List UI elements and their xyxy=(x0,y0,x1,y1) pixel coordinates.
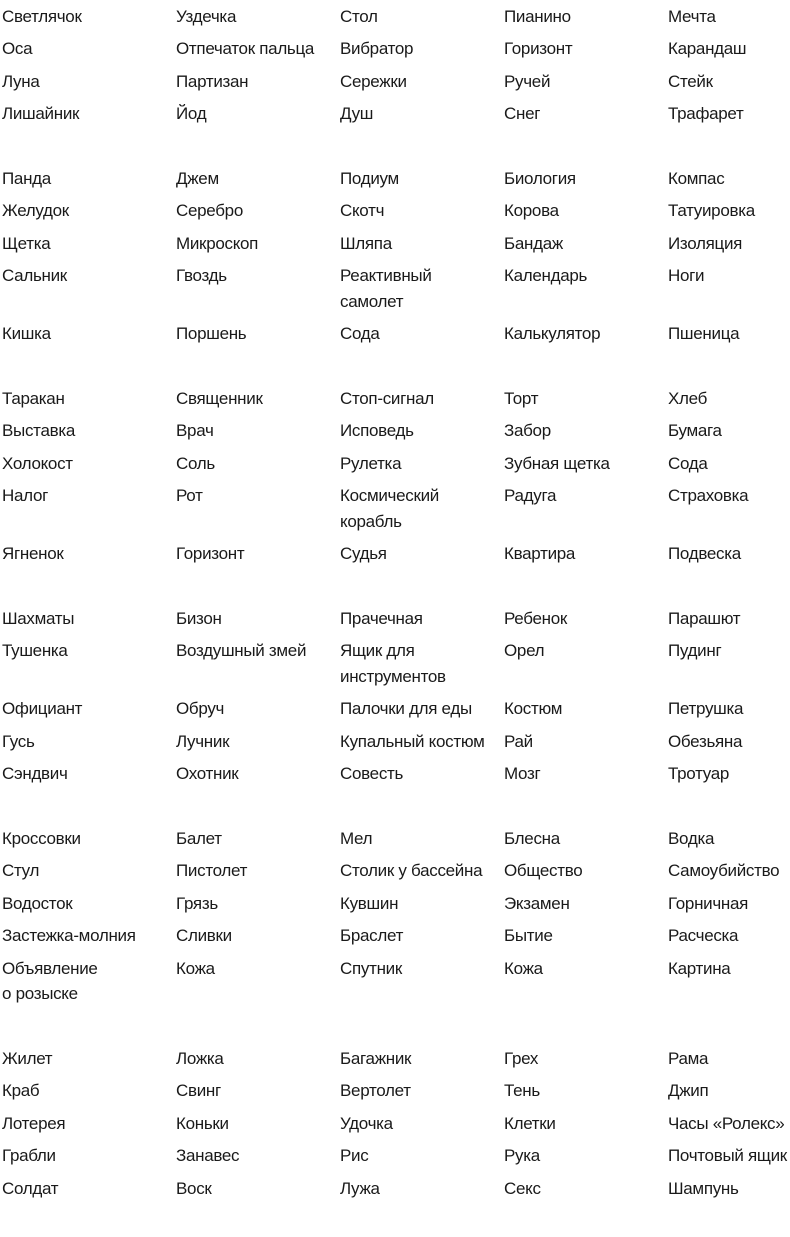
word-cell: Воздушный змей xyxy=(176,641,307,660)
word-cell: Вибратор xyxy=(340,39,414,58)
word-cell: Татуировка xyxy=(668,201,755,220)
word-cell: Пшеница xyxy=(668,324,740,343)
word-cell: Космический корабль xyxy=(340,486,439,531)
word-cell: Застежка-молния xyxy=(2,926,136,945)
word-cell: Снег xyxy=(504,104,541,123)
word-cell: Мозг xyxy=(504,764,541,783)
word-cell: Свинг xyxy=(176,1081,221,1100)
word-cell: Шахматы xyxy=(2,608,75,628)
word-cell: Коньки xyxy=(176,1113,229,1133)
word-cell: Отпечаток пальца xyxy=(176,39,315,58)
word-row xyxy=(2,33,790,66)
word-group xyxy=(2,1042,790,1205)
word-cell: Холокост xyxy=(2,453,73,473)
word-cell: Столик у бассейна xyxy=(340,861,483,880)
word-row xyxy=(2,382,790,415)
word-cell: Рама xyxy=(668,1048,709,1068)
word-cell: Стоп-сигнал xyxy=(340,388,434,408)
word-row xyxy=(2,415,790,448)
word-cell: Картина xyxy=(668,958,731,978)
word-cell: Врач xyxy=(176,421,214,440)
word-cell: Желудок xyxy=(2,201,69,220)
word-cell: Стул xyxy=(2,861,40,880)
word-cell: Партизан xyxy=(176,71,249,91)
word-cell: Биология xyxy=(504,168,576,188)
word-cell: Краб xyxy=(2,1081,40,1100)
word-cell: Бытие xyxy=(504,926,553,945)
word-cell: Стол xyxy=(340,6,378,26)
word-cell: Совесть xyxy=(340,764,404,783)
word-cell: Кожа xyxy=(176,958,215,978)
word-cell: Водосток xyxy=(2,893,73,913)
word-cell: Пудинг xyxy=(668,641,722,660)
word-cell: Экзамен xyxy=(504,893,570,913)
word-row xyxy=(2,1075,790,1108)
word-row xyxy=(2,98,790,131)
word-cell: Корова xyxy=(504,201,559,220)
word-cell: Судья xyxy=(340,544,387,563)
word-cell: Кувшин xyxy=(340,893,399,913)
word-cell: Реактивный самолет xyxy=(340,266,432,311)
word-cell: Грабли xyxy=(2,1146,56,1165)
word-cell: Компас xyxy=(668,168,725,188)
word-cell: Официант xyxy=(2,699,83,718)
word-cell: Блесна xyxy=(504,828,560,848)
word-cell: Кожа xyxy=(504,958,543,978)
word-cell: Гвоздь xyxy=(176,266,227,285)
word-cell: Ложка xyxy=(176,1048,224,1068)
word-row xyxy=(2,1140,790,1173)
word-cell: Бумага xyxy=(668,421,722,440)
word-cell: Ящик для инструментов xyxy=(340,641,446,686)
word-cell: Ребенок xyxy=(504,608,568,628)
word-cell: Грязь xyxy=(176,893,218,913)
word-row xyxy=(2,635,790,693)
word-cell: Карандаш xyxy=(668,39,747,58)
word-cell: Багажник xyxy=(340,1048,412,1068)
word-cell: Хлеб xyxy=(668,388,708,408)
word-cell: Удочка xyxy=(340,1113,393,1133)
word-cell: Горизонт xyxy=(176,544,245,563)
word-row xyxy=(2,162,790,195)
word-cell: Лотерея xyxy=(2,1113,66,1133)
word-cell: Горничная xyxy=(668,893,749,913)
word-cell: Тень xyxy=(504,1081,540,1100)
word-cell: Радуга xyxy=(504,486,557,505)
word-group xyxy=(2,0,790,130)
word-cell: Скотч xyxy=(340,201,385,220)
word-cell: Ручей xyxy=(504,71,551,91)
word-cell: Поршень xyxy=(176,324,247,343)
word-cell: Водка xyxy=(668,828,715,848)
word-cell: Сальник xyxy=(2,266,67,285)
word-cell: Лишайник xyxy=(2,104,80,123)
word-cell: Светлячок xyxy=(2,6,82,26)
word-cell: Душ xyxy=(340,104,374,123)
word-cell: Почтовый ящик xyxy=(668,1146,787,1165)
word-row xyxy=(2,855,790,888)
word-cell: Вертолет xyxy=(340,1081,411,1100)
word-row xyxy=(2,227,790,260)
word-cell: Уздечка xyxy=(176,6,237,26)
word-cell: Йод xyxy=(176,104,207,123)
word-row xyxy=(2,0,790,33)
word-cell: Браслет xyxy=(340,926,404,945)
word-cell: Кроссовки xyxy=(2,828,81,848)
word-cell: Сода xyxy=(668,453,708,473)
word-cell: Квартира xyxy=(504,544,576,563)
word-cell: Пистолет xyxy=(176,861,248,880)
word-cell: Торт xyxy=(504,388,539,408)
word-group xyxy=(2,162,790,350)
word-cell: Прачечная xyxy=(340,608,423,628)
word-cell: Подиум xyxy=(340,168,399,188)
word-row xyxy=(2,65,790,98)
word-cell: Шампунь xyxy=(668,1178,739,1198)
word-row xyxy=(2,602,790,635)
word-cell: Исповедь xyxy=(340,421,414,440)
word-cell: Ягненок xyxy=(2,544,64,563)
word-cell: Сода xyxy=(340,324,380,343)
word-cell: Жилет xyxy=(2,1048,53,1068)
word-cell: Рот xyxy=(176,486,203,505)
word-cell: Рай xyxy=(504,731,533,751)
word-cell: Гусь xyxy=(2,731,35,751)
word-cell: Занавес xyxy=(176,1146,240,1165)
word-cell: Расческа xyxy=(668,926,739,945)
word-row xyxy=(2,447,790,480)
word-cell: Рука xyxy=(504,1146,540,1165)
word-row xyxy=(2,1042,790,1075)
word-cell: Микроскоп xyxy=(176,233,259,253)
word-cell: Тушенка xyxy=(2,641,68,660)
word-cell: Таракан xyxy=(2,388,65,408)
word-cell: Обезьяна xyxy=(668,731,743,751)
word-grid xyxy=(2,0,790,1237)
word-cell: Мел xyxy=(340,828,373,848)
word-row xyxy=(2,538,790,571)
word-cell: Ноги xyxy=(668,266,705,285)
word-cell: Лужа xyxy=(340,1178,380,1198)
word-row xyxy=(2,952,790,1010)
word-cell: Парашют xyxy=(668,608,741,628)
word-cell: Зубная щетка xyxy=(504,453,610,473)
word-cell: Мечта xyxy=(668,6,716,26)
word-cell: Стейк xyxy=(668,71,713,91)
word-cell: Бизон xyxy=(176,608,222,628)
word-cell: Воск xyxy=(176,1178,212,1198)
word-row xyxy=(2,725,790,758)
word-cell: Самоубийство xyxy=(668,861,780,880)
word-group xyxy=(2,602,790,790)
word-cell: Пианино xyxy=(504,6,571,26)
word-cell: Рис xyxy=(340,1146,369,1165)
word-cell: Щетка xyxy=(2,233,51,253)
word-row xyxy=(2,1107,790,1140)
word-cell: Часы «Ролекс» xyxy=(668,1113,785,1133)
word-cell: Шляпа xyxy=(340,233,392,253)
word-group xyxy=(2,822,790,1010)
word-row xyxy=(2,887,790,920)
word-cell: Сережки xyxy=(340,71,407,91)
word-cell: Общество xyxy=(504,861,583,880)
word-cell: Костюм xyxy=(504,699,563,718)
word-cell: Горизонт xyxy=(504,39,573,58)
word-cell: Орел xyxy=(504,641,545,660)
word-cell: Сэндвич xyxy=(2,764,68,783)
word-cell: Панда xyxy=(2,168,51,188)
word-row xyxy=(2,195,790,228)
word-cell: Луна xyxy=(2,71,40,91)
word-cell: Рулетка xyxy=(340,453,402,473)
word-cell: Бандаж xyxy=(504,233,563,253)
word-cell: Джем xyxy=(176,168,219,188)
word-row xyxy=(2,822,790,855)
word-group xyxy=(2,382,790,570)
word-cell: Оса xyxy=(2,39,33,58)
word-cell: Охотник xyxy=(176,764,239,783)
word-cell: Клетки xyxy=(504,1113,556,1133)
word-row xyxy=(2,920,790,953)
word-cell: Обруч xyxy=(176,699,225,718)
word-cell: Календарь xyxy=(504,266,588,285)
word-cell: Серебро xyxy=(176,201,243,220)
word-cell: Балет xyxy=(176,828,222,848)
word-cell: Лучник xyxy=(176,731,230,751)
word-cell: Забор xyxy=(504,421,551,440)
word-cell: Секс xyxy=(504,1178,541,1198)
word-cell: Спутник xyxy=(340,958,402,978)
word-cell: Выставка xyxy=(2,421,76,440)
word-cell: Сливки xyxy=(176,926,232,945)
word-cell: Грех xyxy=(504,1048,539,1068)
word-cell: Кишка xyxy=(2,324,51,343)
word-cell: Джип xyxy=(668,1081,709,1100)
word-cell: Петрушка xyxy=(668,699,744,718)
word-row xyxy=(2,480,790,538)
word-cell: Подвеска xyxy=(668,544,741,563)
word-row xyxy=(2,758,790,791)
word-cell: Тротуар xyxy=(668,764,730,783)
word-cell: Палочки для еды xyxy=(340,699,472,718)
word-cell: Налог xyxy=(2,486,48,505)
word-cell: Трафарет xyxy=(668,104,744,123)
word-cell: Объявление о розыске xyxy=(2,958,98,1003)
word-cell: Священник xyxy=(176,388,263,408)
word-row xyxy=(2,318,790,351)
word-cell: Солдат xyxy=(2,1178,59,1198)
word-cell: Страховка xyxy=(668,486,749,505)
word-cell: Соль xyxy=(176,453,215,473)
word-row xyxy=(2,260,790,318)
word-cell: Калькулятор xyxy=(504,324,601,343)
word-cell: Купальный костюм xyxy=(340,731,485,751)
word-cell: Изоляция xyxy=(668,233,743,253)
word-row xyxy=(2,693,790,726)
